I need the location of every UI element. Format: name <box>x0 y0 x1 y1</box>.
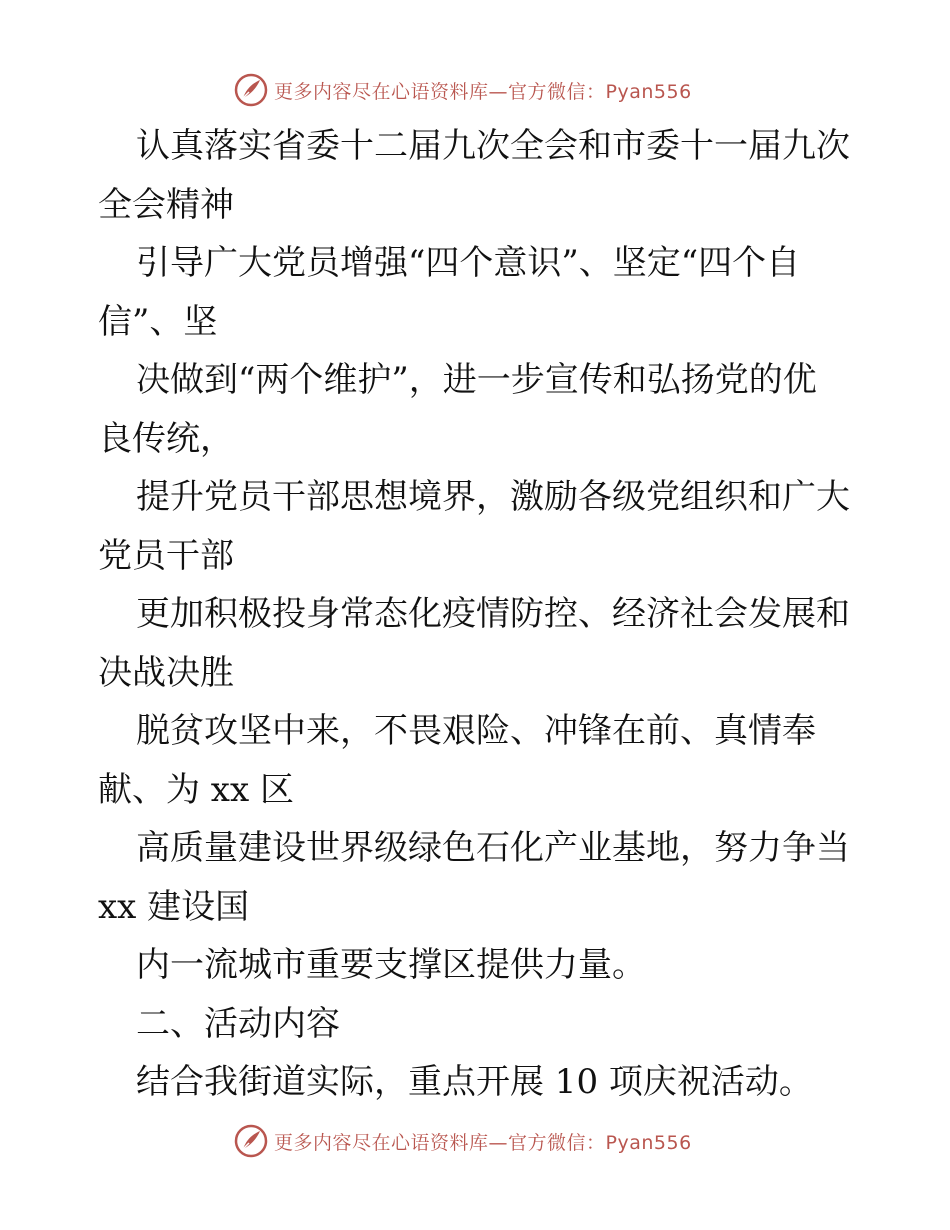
text-line: 党员干部 <box>98 535 234 576</box>
text-line: 高质量建设世界级绿色石化产业基地，努力争当 <box>136 828 850 868</box>
text-line: 认真落实省委十二届九次全会和市委十一届九次 <box>136 126 850 166</box>
watermark-text: 更多内容尽在心语资料库—官方微信：Pyan556 <box>274 1131 692 1154</box>
feather-pen-logo-icon <box>234 1124 268 1158</box>
watermark-footer <box>234 1123 692 1159</box>
text-line: 献、为 xx 区 <box>98 769 294 810</box>
document-body <box>98 117 858 1112</box>
text-line: 提升党员干部思想境界，激励各级党组织和广大 <box>136 477 850 517</box>
text-line: 结合我街道实际，重点开展 10 项庆祝活动。 <box>136 1062 813 1102</box>
feather-pen-logo-icon <box>234 73 268 107</box>
text-line: 信”、坚 <box>98 301 218 342</box>
text-line: xx 建设国 <box>98 886 250 927</box>
text-line: 决做到“两个维护”，进一步宣传和弘扬党的优 <box>136 360 817 400</box>
text-line: 内一流城市重要支撑区提供力量。 <box>136 945 646 985</box>
text-line: 引导广大党员增强“四个意识”、坚定“四个自 <box>136 243 801 283</box>
text-line: 决战决胜 <box>98 652 234 693</box>
text-line: 全会精神 <box>98 184 234 225</box>
text-line: 良传统， <box>98 418 234 459</box>
watermark-header <box>234 72 692 108</box>
text-line: 更加积极投身常态化疫情防控、经济社会发展和 <box>136 594 850 634</box>
text-line: 脱贫攻坚中来，不畏艰险、冲锋在前、真情奉 <box>136 711 816 751</box>
section-heading: 二、活动内容 <box>136 1003 340 1044</box>
watermark-text: 更多内容尽在心语资料库—官方微信：Pyan556 <box>274 80 692 103</box>
